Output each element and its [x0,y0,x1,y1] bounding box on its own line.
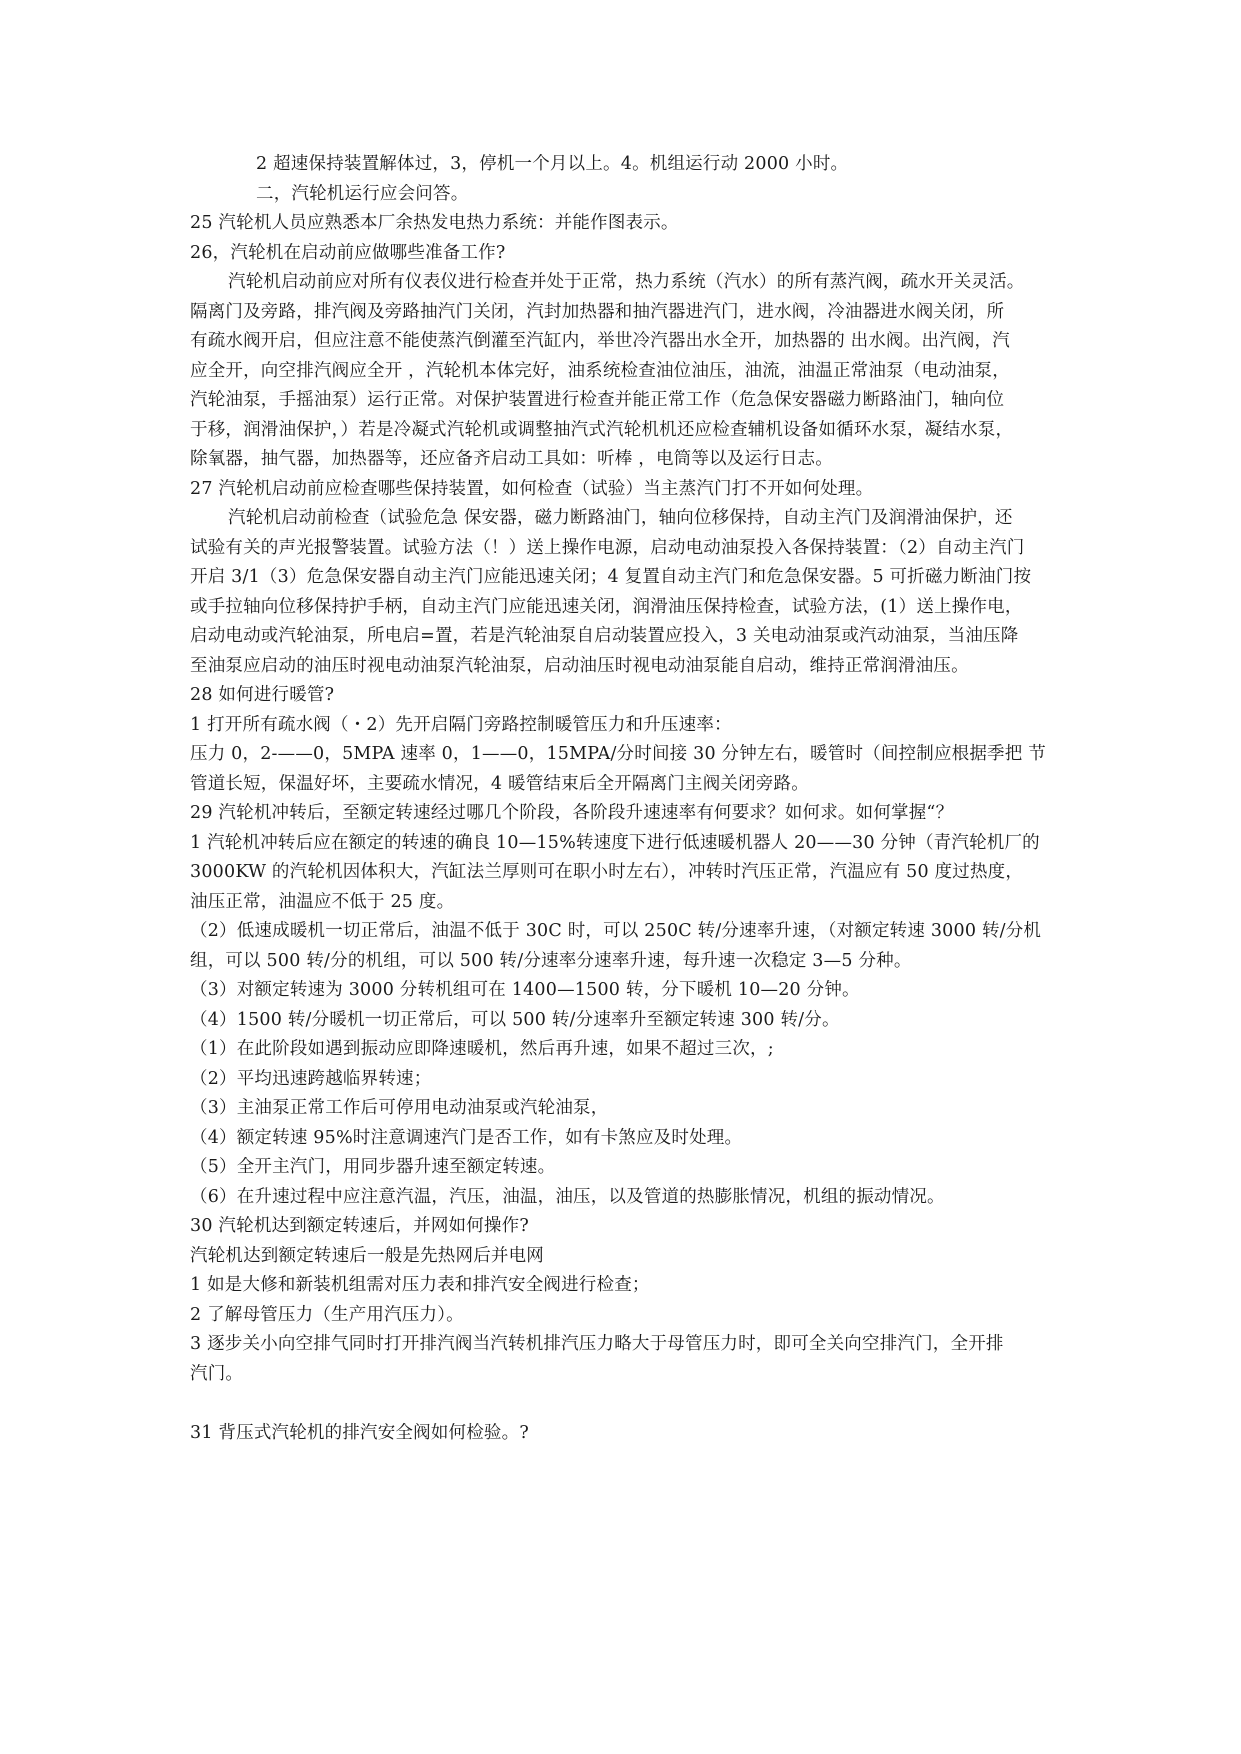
answer-29-line: （2）低速成暖机一切正常后，油温不低于 30C 时，可以 250C 转/分速率升速，（对额定转速 3000 转/分机 [190,921,1042,941]
answer-29-line: （6）在升速过程中应注意汽温，汽压，油温，油压，以及管道的热膨胀情况，机组的振动情况。 [190,1186,945,1207]
answer-26-line: 应全开，向空排汽阀应全开 ，汽轮机本体完好，油系统检查油位油压，油流，油温正常油泵（电动油泵， [190,360,1010,381]
answer-29-line: 组，可以 500 转/分的机组，可以 500 转/分速率分速率升速，每升速一次稳定 3—5 分种。 [190,950,912,971]
answer-28-line: 1 打开所有疏水阀（・2）先开启隔门旁路控制暖管压力和升压速率： [190,714,732,735]
answer-29-line: 3000KW 的汽轮机因体积大，汽缸法兰厚则可在职小时左右），冲转时汽压正常，汽温应有 50 度过热度， [190,862,1024,882]
answer-29-line: （3）对额定转速为 3000 分转机组可在 1400—1500 转，分下暖机 10—20 分钟。 [190,980,860,1000]
text-line: 2 超速保持装置解体过，3，停机一个月以上。4。机组运行动 2000 小时。 [256,154,849,174]
answer-26-line: 于移，润滑油保护，）若是冷凝式汽轮机或调整抽汽式汽轮机机还应检查辅机设备如循环水泵，凝结水泵， [190,419,1014,440]
answer-29-line: （4）额定转速 95%时注意调速汽门是否工作，如有卡煞应及时处理。 [190,1127,743,1148]
answer-29-line: （5）全开主汽门，用同步器升速至额定转速。 [190,1157,556,1177]
answer-29-line: （2）平均迅速跨越临界转速； [190,1068,432,1089]
answer-29-line: 油压正常，油温应不低于 25 度。 [190,891,455,912]
document-page [190,150,1060,1448]
answer-28-line: 管道长短，保温好坏，主要疏水情况，4 暖管结束后全开隔离门主阀关闭旁路。 [190,773,809,794]
answer-27-line: 启动电动或汽轮油泵，所电启=置，若是汽轮油泵自启动装置应投入，3 关电动油泵或汽动油泵，当油压降 [190,626,1019,646]
answer-30-line: 3 逐步关小向空排气同时打开排汽阀当汽转机排汽压力略大于母管压力时，即可全关向空排汽门，全开排 [190,1334,1004,1354]
answer-27-line: 试验有关的声光报警装置。试验方法（！）送上操作电源，启动电动油泵投入各保持装置：（2）自动主汽门 [190,537,1025,558]
question-29: 29 汽轮机冲转后，至额定转速经过哪几个阶段，各阶段升速速率有何要求？如何求。如何掌握“？ [190,803,954,823]
answer-28-line: 压力 0，2-——0，5MPA 速率 0，1——0，15MPA/分时间接 30 分钟左右，暖管时（间控制应根据季把 节 [190,744,1046,764]
answer-29-line: （1）在此阶段如遇到振动应即降速暖机，然后再升速，如果不超过三次，; [190,1039,774,1059]
answer-27-line: 至油泵应启动的油压时视电动油泵汽轮油泵，启动油压时视电动油泵能自启动，维持正常润滑油压。 [190,655,969,676]
answer-27-line: 或手拉轴向位移保持护手柄，自动主汽门应能迅速关闭，润滑油压保持检查，试验方法，(1）送上操作电， [190,596,1023,617]
answer-26-line: 汽轮机启动前应对所有仪表仪进行检查并处于正常，热力系统（汽水）的所有蒸汽阀，疏水开关灵活。 [228,272,1025,292]
answer-30-line: 汽轮机达到额定转速后一般是先热网后并电网 [190,1245,544,1266]
answer-26-line: 除氧器，抽气器，加热器等，还应备齐启动工具如：听棒 ，电筒等以及运行日志。 [190,449,833,469]
answer-30-line: 2 了解母管压力（生产用汽压力）。 [190,1304,464,1325]
question-28: 28 如何进行暖管? [190,685,335,705]
answer-27-line: 汽轮机启动前检查（试验危急 保安器，磁力断路油门，轴向位移保持，自动主汽门及润滑油保护，还 [228,508,1013,528]
answer-26-line: 有疏水阀开启，但应注意不能使蒸汽倒灌至汽缸内，举世冷汽器出水全开，加热器的 出水阀。出汽阀，汽 [190,331,1010,351]
section-heading: 二，汽轮机运行应会问答。 [256,183,469,204]
answer-29-line: （4）1500 转/分暖机一切正常后，可以 500 转/分速率升至额定转速 300 转/分。 [190,1009,840,1030]
question-26: 26，汽轮机在启动前应做哪些准备工作? [190,242,506,263]
answer-27-line: 开启 3/1（3）危急保安器自动主汽门应能迅速关闭；4 复置自动主汽门和危急保安器。5 可折磁力断油门按 [190,567,1032,587]
question-30: 30 汽轮机达到额定转速后，并网如何操作? [190,1216,529,1236]
question-25: 25 汽轮机人员应熟悉本厂余热发电热力系统：并能作图表示。 [190,213,679,233]
question-27: 27 汽轮机启动前应检查哪些保持装置，如何检查（试验）当主蒸汽门打不开如何处理。 [190,478,874,499]
answer-26-line: 汽轮油泵，手摇油泵）运行正常。对保护装置进行检查并能正常工作（危急保安器磁力断路油门，轴向位 [190,390,1005,410]
answer-30-line: 汽门。 [190,1363,244,1384]
answer-30-line: 1 如是大修和新装机组需对压力表和排汽安全阀进行检查； [190,1275,650,1295]
answer-29-line: 1 汽轮机冲转后应在额定的转速的确良 10—15%转速度下进行低速暖机器人 20——30 分钟（青汽轮机厂的 [190,832,1040,853]
question-31: 31 背压式汽轮机的排汽安全阀如何检验。? [190,1422,529,1443]
answer-26-line: 隔离门及旁路，排汽阀及旁路抽汽门关闭，汽封加热器和抽汽器进汽门，进水阀，冷油器进水阀关闭，所 [190,301,1005,322]
answer-29-line: （3）主油泵正常工作后可停用电动油泵或汽轮油泵， [190,1098,609,1118]
blank-line [190,1389,1060,1419]
